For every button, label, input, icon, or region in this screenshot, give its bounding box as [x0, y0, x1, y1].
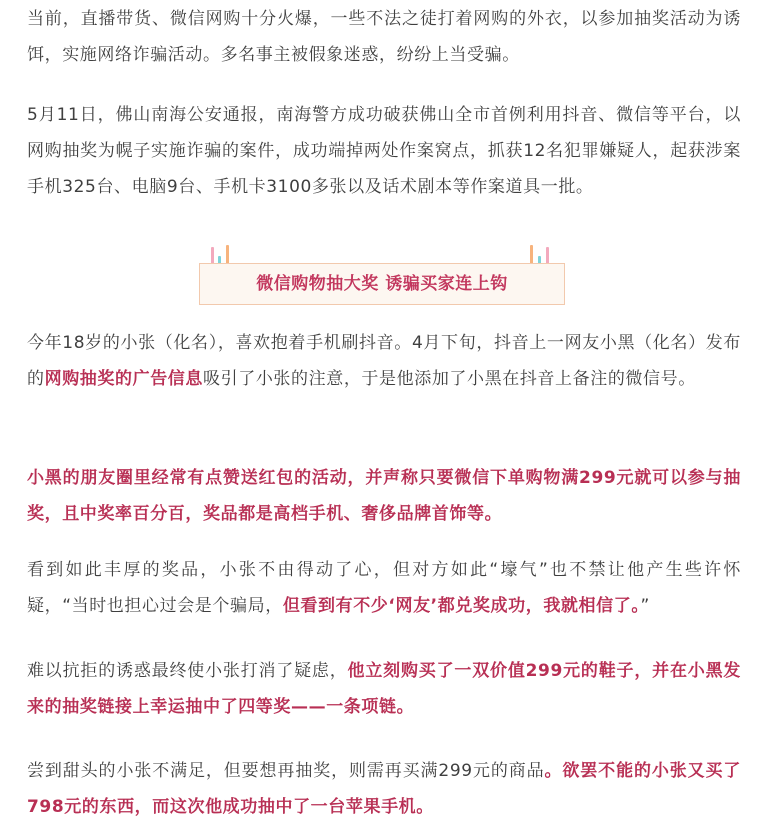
- paragraph-second-purchase: [27, 753, 741, 825]
- section-heading-banner: [199, 245, 565, 305]
- paragraph-first-purchase: [27, 653, 741, 725]
- p3-highlight: 网购抽奖的广告信息: [44, 369, 204, 389]
- banner-title: 微信购物抽大奖 诱骗买家连上钩: [256, 274, 508, 294]
- p6-highlight: 他立刻购买了一双价值299元的鞋子，并在小黑发来的抽奖链接上幸运抽中了四等奖——一条项链。: [27, 661, 741, 717]
- p3-text-a: 今年18岁的小张（化名），喜欢抱着手机刷抖音。4月下旬，抖音上一网友小黑（化名）发布的: [27, 333, 741, 389]
- paragraph-doubt: [27, 552, 741, 624]
- paragraph-xiaozhang-intro: [27, 325, 741, 397]
- paragraph-moments-promo: 小黑的朋友圈里经常有点赞送红包的活动，并声称只要微信下单购物满299元就可以参与抽奖，且中奖率百分百，奖品都是高档手机、奢侈品牌首饰等。: [27, 468, 741, 524]
- p3-text-b: 吸引了小张的注意，于是他添加了小黑在抖音上备注的微信号。: [203, 369, 696, 389]
- p5-text-b: ”: [640, 596, 650, 616]
- p5-text-a: 看到如此丰厚的奖品，小张不由得动了心，但对方如此“壕气”也不禁让他产生些许怀疑，“当时也担心过会是个骗局，: [27, 560, 741, 616]
- p7-highlight: 。欲罢不能的小张又买了798元的东西，而这次他成功抽中了一台苹果手机。: [27, 761, 741, 817]
- paragraph-intro: 当前，直播带货、微信网购十分火爆，一些不法之徒打着网购的外衣，以参加抽奖活动为诱饵，实施网络诈骗活动。多名事主被假象迷惑，纷纷上当受骗。: [27, 9, 741, 65]
- p7-text-a: 尝到甜头的小张不满足，但要想再抽奖，则需再买满299元的商品: [27, 761, 545, 781]
- p5-highlight: 但看到有不少‘网友’都兑奖成功，我就相信了。: [282, 596, 641, 616]
- paragraph-police-report: 5月11日，佛山南海公安通报，南海警方成功破获佛山全市首例利用抖音、微信等平台，以网购抽奖为幌子实施诈骗的案件，成功端掉两处作案窝点，抓获12名犯罪嫌疑人，起获涉案手机325台、电脑9台、手机卡3100多张以及话术剧本等作案道具一批。: [27, 105, 741, 197]
- p6-text-a: 难以抗拒的诱惑最终使小张打消了疑虑，: [27, 661, 348, 681]
